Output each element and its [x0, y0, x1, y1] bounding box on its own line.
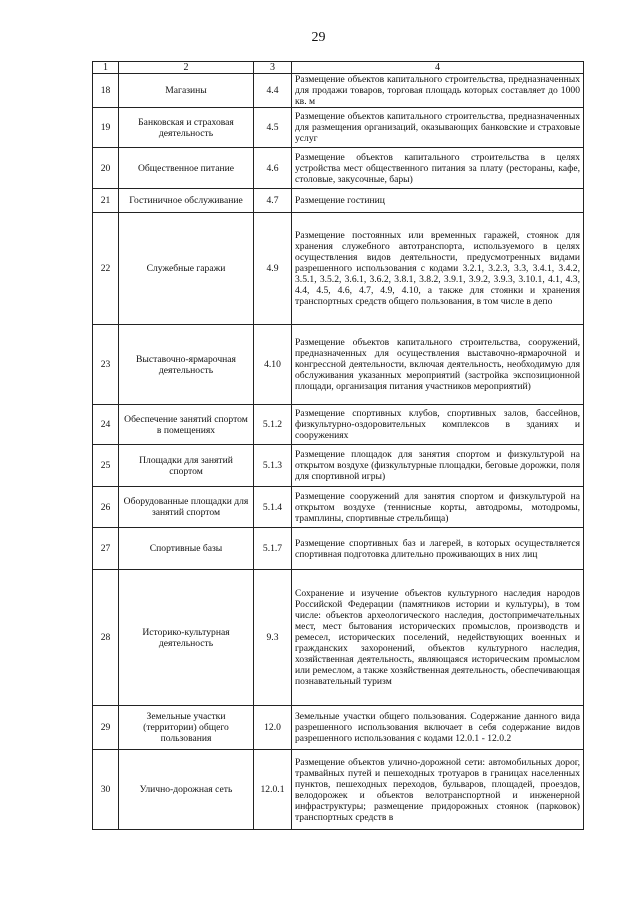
row-number: 21: [93, 189, 119, 213]
use-type-description: Размещение сооружений для занятия спортом и физкультурой на открытом воздухе (теннисные корты, автодромы, мотодромы, трамплины, спортивные стрельбища): [292, 487, 584, 528]
table-row: [93, 570, 584, 706]
use-type-code: 4.7: [254, 189, 292, 213]
table-row: [93, 750, 584, 830]
use-type-description: Сохранение и изучение объектов культурного наследия народов Российской Федерации (памятников истории и культуры), в том числе: объектов археологического наследия, достопримечательных мест, мест бытования исторических промыслов, производств и ремесел, исторических поселений, недействующих военных и гражданских захоронений, объектов культурного наследия, хозяйственная деятельность, являющаяся историческим промыслом или ремеслом, а также хозяйственная деятельность, обеспечивающая познавательный туризм: [292, 570, 584, 706]
use-type-code: 9.3: [254, 570, 292, 706]
header-col-3: 3: [254, 62, 292, 74]
use-type-code: 5.1.7: [254, 528, 292, 570]
use-type-name: Общественное питание: [119, 148, 254, 189]
row-number: 27: [93, 528, 119, 570]
use-type-description: Размещение гостиниц: [292, 189, 584, 213]
use-type-name: Банковская и страховая деятельность: [119, 108, 254, 148]
table-row: [93, 487, 584, 528]
table-row: [93, 528, 584, 570]
row-number: 30: [93, 750, 119, 830]
header-col-1: 1: [93, 62, 119, 74]
use-type-description: Размещение спортивных баз и лагерей, в которых осуществляется спортивная подготовка длительно проживающих в них лиц: [292, 528, 584, 570]
table-row: [93, 148, 584, 189]
use-type-name: Спортивные базы: [119, 528, 254, 570]
table-row: [93, 213, 584, 325]
row-number: 24: [93, 405, 119, 445]
table-header-row: [93, 62, 584, 74]
use-type-description: Земельные участки общего пользования. Содержание данного вида разрешенного использования включает в себя содержание видов разрешенного использования с кодами 12.0.1 - 12.0.2: [292, 706, 584, 750]
use-type-name: Гостиничное обслуживание: [119, 189, 254, 213]
table-row: [93, 74, 584, 108]
use-type-description: Размещение площадок для занятия спортом и физкультурой на открытом воздухе (физкультурные площадки, беговые дорожки, поля для спортивной игры): [292, 445, 584, 487]
row-number: 25: [93, 445, 119, 487]
table-row: [93, 405, 584, 445]
use-type-description: Размещение постоянных или временных гаражей, стоянок для хранения служебного автотранспорта, используемого в целях осуществления видов деятельности, предусмотренных видами разрешенного использования с кодами 3.2.1, 3.2.3, 3.3, 3.4.1, 3.4.2, 3.5.1, 3.5.2, 3.6.1, 3.6.2, 3.8.1, 3.8.2, 3.9.1, 3.9.2, 3.9.3, 3.10.1, 4.1, 4.3, 4.4, 4.5, 4.6, 4.7, 4.9, 4.10, а также для стоянки и хранения транспортных средств общего пользования, в том числе в депо: [292, 213, 584, 325]
table-row: [93, 325, 584, 405]
land-use-table: [92, 61, 584, 830]
table-row: [93, 108, 584, 148]
use-type-code: 4.10: [254, 325, 292, 405]
use-type-description: Размещение спортивных клубов, спортивных залов, бассейнов, физкультурно-оздоровительных комплексов в зданиях и сооружениях: [292, 405, 584, 445]
use-type-name: Оборудованные площадки для занятий спортом: [119, 487, 254, 528]
use-type-description: Размещение объектов капитального строительства, предназначенных для продажи товаров, торговая площадь которых составляет до 1000 кв. м: [292, 74, 584, 108]
row-number: 26: [93, 487, 119, 528]
use-type-description: Размещение объектов капитального строительства, предназначенных для размещения организаций, оказывающих банковские и страховые услуг: [292, 108, 584, 148]
use-type-code: 4.9: [254, 213, 292, 325]
use-type-name: Служебные гаражи: [119, 213, 254, 325]
use-type-name: Площадки для занятий спортом: [119, 445, 254, 487]
row-number: 29: [93, 706, 119, 750]
use-type-description: Размещение объектов улично-дорожной сети: автомобильных дорог, трамвайных путей и пешеходных тротуаров в границах населенных пунктов, пешеходных переходов, бульваров, площадей, проездов, велодорожек и объектов велотранспортной и инженерной инфраструктуры; размещение придорожных стоянок (парковок) транспортных средств в: [292, 750, 584, 830]
use-type-name: Земельные участки (территории) общего пользования: [119, 706, 254, 750]
row-number: 19: [93, 108, 119, 148]
header-col-4: 4: [292, 62, 584, 74]
use-type-code: 4.5: [254, 108, 292, 148]
use-type-name: Магазины: [119, 74, 254, 108]
use-type-description: Размещение объектов капитального строительства в целях устройства мест общественного питания за плату (рестораны, кафе, столовые, закусочные, бары): [292, 148, 584, 189]
use-type-code: 12.0: [254, 706, 292, 750]
row-number: 22: [93, 213, 119, 325]
table-row: [93, 445, 584, 487]
use-type-name: Выставочно-ярмарочная деятельность: [119, 325, 254, 405]
use-type-code: 5.1.2: [254, 405, 292, 445]
use-type-code: 5.1.4: [254, 487, 292, 528]
use-type-code: 4.4: [254, 74, 292, 108]
header-col-2: 2: [119, 62, 254, 74]
row-number: 20: [93, 148, 119, 189]
table-row: [93, 189, 584, 213]
row-number: 18: [93, 74, 119, 108]
use-type-name: Обеспечение занятий спортом в помещениях: [119, 405, 254, 445]
page-number: 29: [311, 30, 326, 45]
use-type-code: 5.1.3: [254, 445, 292, 487]
use-type-name: Историко-культурная деятельность: [119, 570, 254, 706]
use-type-code: 12.0.1: [254, 750, 292, 830]
row-number: 23: [93, 325, 119, 405]
table-row: [93, 706, 584, 750]
use-type-name: Улично-дорожная сеть: [119, 750, 254, 830]
use-type-code: 4.6: [254, 148, 292, 189]
row-number: 28: [93, 570, 119, 706]
use-type-description: Размещение объектов капитального строительства, сооружений, предназначенных для осуществления выставочно-ярмарочной и конгрессной деятельности, включая деятельность, необходимую для обслуживания указанных мероприятий (застройка экспозиционной площади, организация питания участников мероприятий): [292, 325, 584, 405]
